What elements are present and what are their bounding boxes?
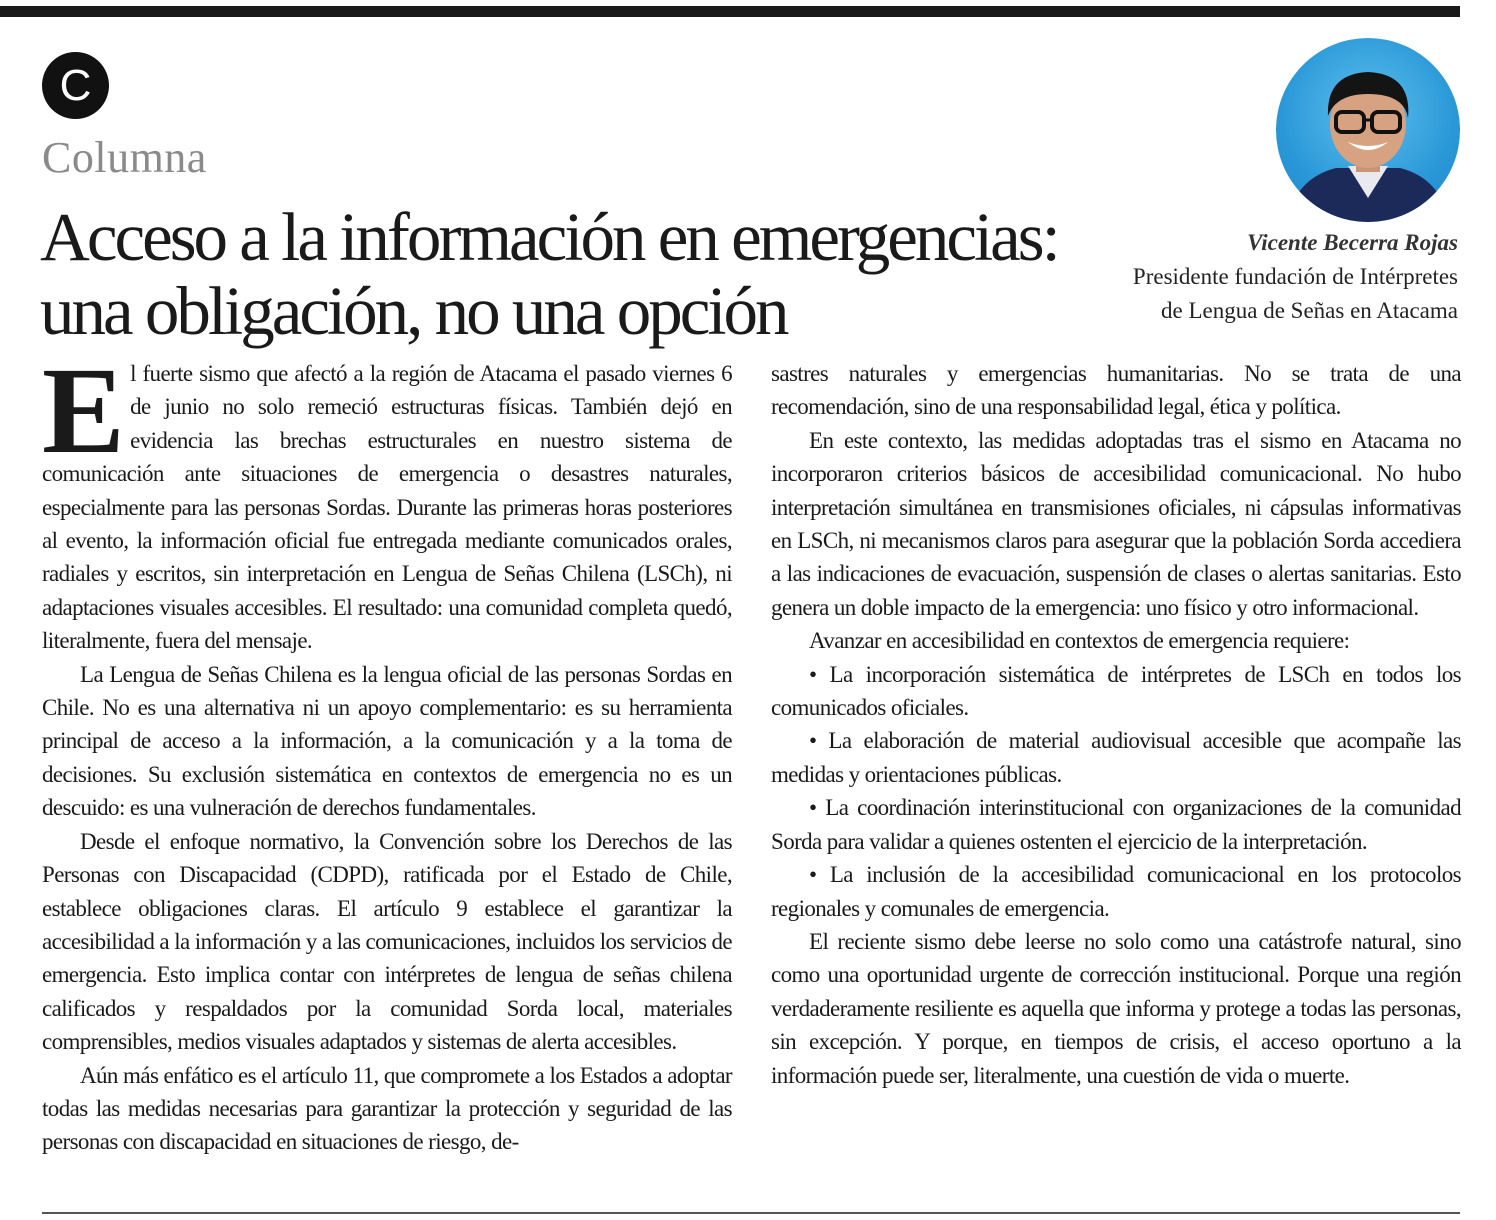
- bullet-item: • La elaboración de material audiovisual accesible que acompañe las medidas y orientaciones públicas.: [771, 728, 1461, 787]
- author-role-line-2: de Lengua de Señas en Atacama: [1161, 298, 1458, 323]
- paragraph: [42, 342, 732, 658]
- author-role-line-1: Presidente fundación de Intérpretes: [1132, 264, 1458, 289]
- headline: [40, 200, 1120, 348]
- paragraph: En este contexto, las medidas adoptadas tras el sismo en Atacama no incorporaron criterios básicos de accesibilidad comunicacional. No hubo interpretación simultánea en transmisiones oficiales, ni cápsulas informativas en LSCh, ni mecanismos claros para asegurar que la población Sorda accediera a las indicaciones de evacuación, suspensión de clases o alertas sanitarias. Esto genera un doble impacto de la emergencia: uno físico y otro informacional.: [771, 427, 1461, 620]
- drop-cap: E: [42, 342, 125, 479]
- top-rule: [0, 6, 1460, 17]
- bullet-item: • La coordinación interinstitucional con organizaciones de la comunidad Sorda para validar a quienes ostenten el ejercicio de la interpretación.: [771, 795, 1461, 854]
- paragraph: Avanzar en accesibilidad en contextos de emergencia requiere:: [809, 628, 1350, 654]
- author-byline: [1090, 226, 1458, 328]
- paragraph: El reciente sismo debe leerse no solo como una catástrofe natural, sino como una oportunidad urgente de corrección institucional. Porque una región verdaderamente resiliente es aquella que informa y protege a todas las personas, sin excepción. Y porque, en tiempos de crisis, el acceso oportuno a la información puede ser, literalmente, una cuestión de vida o muerte.: [771, 928, 1461, 1088]
- bullet-item: • La incorporación sistemática de intérpretes de LSCh en todos los comunicados oficiales.: [771, 661, 1461, 721]
- bullet-item: • La inclusión de la accesibilidad comunicacional en los protocolos regionales y comunales de emergencia.: [771, 862, 1461, 921]
- article-column-left: [42, 342, 732, 1159]
- bottom-rule: [42, 1212, 1460, 1214]
- section-label: Columna: [42, 133, 207, 182]
- paragraph-text: l fuerte sismo que afectó a la región de Atacama el pasado viernes 6 de junio no solo remeció estructuras físicas. También dejó en evidencia las brechas estructurales en nuestro sistema de comunicación ante situaciones de emergencia o desastres naturales, especialmente para las personas Sordas. Durante las primeras horas posteriores al evento, la información oficial fue entregada mediante comunicados orales, radiales y escritos, sin interpretación en Lengua de Señas Chilena (LSCh), ni adaptaciones visuales accesibles. El resultado: una comunidad completa quedó, literalmente, fuera del mensaje.: [42, 361, 732, 654]
- column-badge-icon: C: [42, 52, 109, 119]
- author-photo: [1276, 38, 1460, 222]
- headline-line-2: una obligación, no una opción: [40, 273, 787, 349]
- paragraph: Aún más enfático es el artículo 11, que compromete a los Estados a adoptar todas las medidas necesarias para garantizar la protección y seguridad de las personas con discapacidad en situaciones de riesgo, de-: [42, 1062, 732, 1155]
- paragraph: sastres naturales y emergencias humanitarias. No se trata de una recomendación, sino de una responsabilidad legal, ética y política.: [771, 361, 1461, 420]
- paragraph: La Lengua de Señas Chilena es la lengua oficial de las personas Sordas en Chile. No es una alternativa ni un apoyo complementario: es su herramienta principal de acceso a la información, a la comunicación y a la toma de decisiones. Su exclusión sistemática en contextos de emergencia no es un descuido: es una vulneración de derechos fundamentales.: [42, 661, 732, 821]
- author-portrait-icon: [1276, 38, 1460, 222]
- paragraph: Desde el enfoque normativo, la Convención sobre los Derechos de las Personas con Discapacidad (CDPD), ratificada por el Estado de Chile, establece obligaciones claras. El artículo 9 establece el garantizar la accesibilidad a la información y a las comunicaciones, incluidos los servicios de emergencia. Esto implica contar con intérpretes de lengua de señas chilena calificados y respaldados por la comunidad Sorda local, materiales comprensibles, medios visuales adaptados y sistemas de alerta accesibles.: [42, 828, 732, 1055]
- author-name: Vicente Becerra Rojas: [1247, 230, 1458, 255]
- article-column-right: [771, 357, 1461, 1092]
- headline-line-1: Acceso a la información en emergencias:: [40, 199, 1058, 275]
